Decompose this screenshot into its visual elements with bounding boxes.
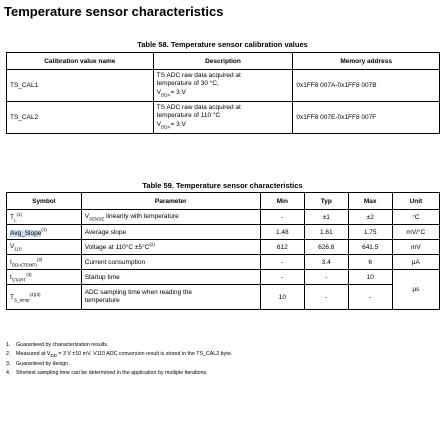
typ-cell: 3.4 — [304, 255, 348, 270]
table-row — [7, 240, 440, 255]
footnotes — [6, 341, 438, 377]
symbol-cell: $T_L^{(1)}$ — [7, 210, 82, 225]
unit-cell: µs — [392, 270, 439, 310]
typ-cell: - — [304, 270, 348, 285]
max-cell: 1.75 — [348, 225, 392, 240]
table-row — [7, 225, 440, 240]
min-cell: - — [260, 255, 304, 270]
calibration-values-table — [6, 52, 440, 134]
table-row — [7, 285, 440, 310]
footnote: 4. Shortest sampling time can be determined in the application by multiple iterations. — [6, 369, 208, 376]
header-cell: Unit — [392, 193, 439, 210]
header-cell: Typ — [304, 193, 348, 210]
section-heading: Temperature sensor characteristics — [4, 4, 224, 19]
header-cell: Max — [348, 193, 392, 210]
memory-address: 0x1FF8 007A-0x1FF8 007B — [293, 70, 440, 102]
header-cell: Calibration value name — [7, 53, 154, 70]
calibration-name: TS_CAL1 — [7, 70, 154, 102]
footnote: 2. Measured at $V_{DD} = 3$ V ±10 mV. V110 ADC conversion result is stored in the TS_CAL2 byte. — [6, 350, 233, 358]
header-cell: Memory address — [293, 53, 440, 70]
table-row — [7, 255, 440, 270]
parameter-cell: ADC sampling time when reading the temperature — [81, 285, 260, 310]
header-cell: Min — [260, 193, 304, 210]
memory-address: 0x1FF8 007E-0x1FF8 007F — [293, 102, 440, 134]
max-cell: 10 — [348, 270, 392, 285]
calibration-description: TS ADC raw data acquired at temperature of 110 °C $V_{DDA}= 3$ V — [153, 102, 293, 134]
max-cell: 641.5 — [348, 240, 392, 255]
header-cell: Parameter — [81, 193, 260, 210]
min-cell: 10 — [260, 285, 304, 310]
unit-cell: mV/°C — [392, 225, 439, 240]
table-row — [7, 102, 440, 134]
header-cell: Description — [153, 53, 293, 70]
max-cell: ±2 — [348, 210, 392, 225]
parameter-cell: Current consumption — [81, 255, 260, 270]
parameter-cell: Startup time — [81, 270, 260, 285]
max-cell: - — [348, 285, 392, 310]
typ-cell: ±1 — [304, 210, 348, 225]
table-header-row — [7, 53, 440, 70]
table-row — [7, 210, 440, 225]
unit-cell: mV — [392, 240, 439, 255]
min-cell: - — [260, 210, 304, 225]
symbol-cell: $V_{110}$ — [7, 240, 82, 255]
table-59-caption: Table 59. Temperature sensor characteristics — [142, 181, 303, 190]
symbol-cell: $I_{DDA(TEMP)}^{(3)}$ — [7, 255, 82, 270]
symbol-cell: $T_{S\_temp}^{(4)(3)}$ — [7, 285, 82, 310]
typ-cell: - — [304, 285, 348, 310]
min-cell: 1.48 — [260, 225, 304, 240]
parameter-cell: $V_{SENSE}$ linearity with temperature — [81, 210, 260, 225]
footnote: 3. Guaranteed by design. — [6, 361, 70, 368]
calibration-description: TS ADC raw data acquired at temperature of 30 °C, $V_{DDA}= 3$ V — [153, 70, 293, 102]
table-row — [7, 70, 440, 102]
typ-cell: 1.61 — [304, 225, 348, 240]
min-cell: 612 — [260, 240, 304, 255]
unit-cell: °C — [392, 210, 439, 225]
parameter-cell: Voltage at $110^\circ C \pm 5^\circ C^{(2)}$ — [81, 240, 260, 255]
footnote: 1. Guaranteed by characterization results. — [6, 342, 109, 348]
table-header-row — [7, 193, 440, 210]
typ-cell: 626.8 — [304, 240, 348, 255]
table-58-caption: Table 58. Temperature sensor calibration values — [137, 40, 308, 49]
symbol-cell: $t_{START}^{(3)}$ — [7, 270, 82, 285]
parameter-cell: Average slope — [81, 225, 260, 240]
sensor-characteristics-table — [6, 192, 440, 310]
header-cell: Symbol — [7, 193, 82, 210]
unit-cell: µA — [392, 255, 439, 270]
min-cell: - — [260, 270, 304, 285]
symbol-cell: Avg_Slope$^{(1)}$ — [7, 225, 82, 240]
max-cell: 6 — [348, 255, 392, 270]
table-row — [7, 270, 440, 285]
calibration-name: TS_CAL2 — [7, 102, 154, 134]
